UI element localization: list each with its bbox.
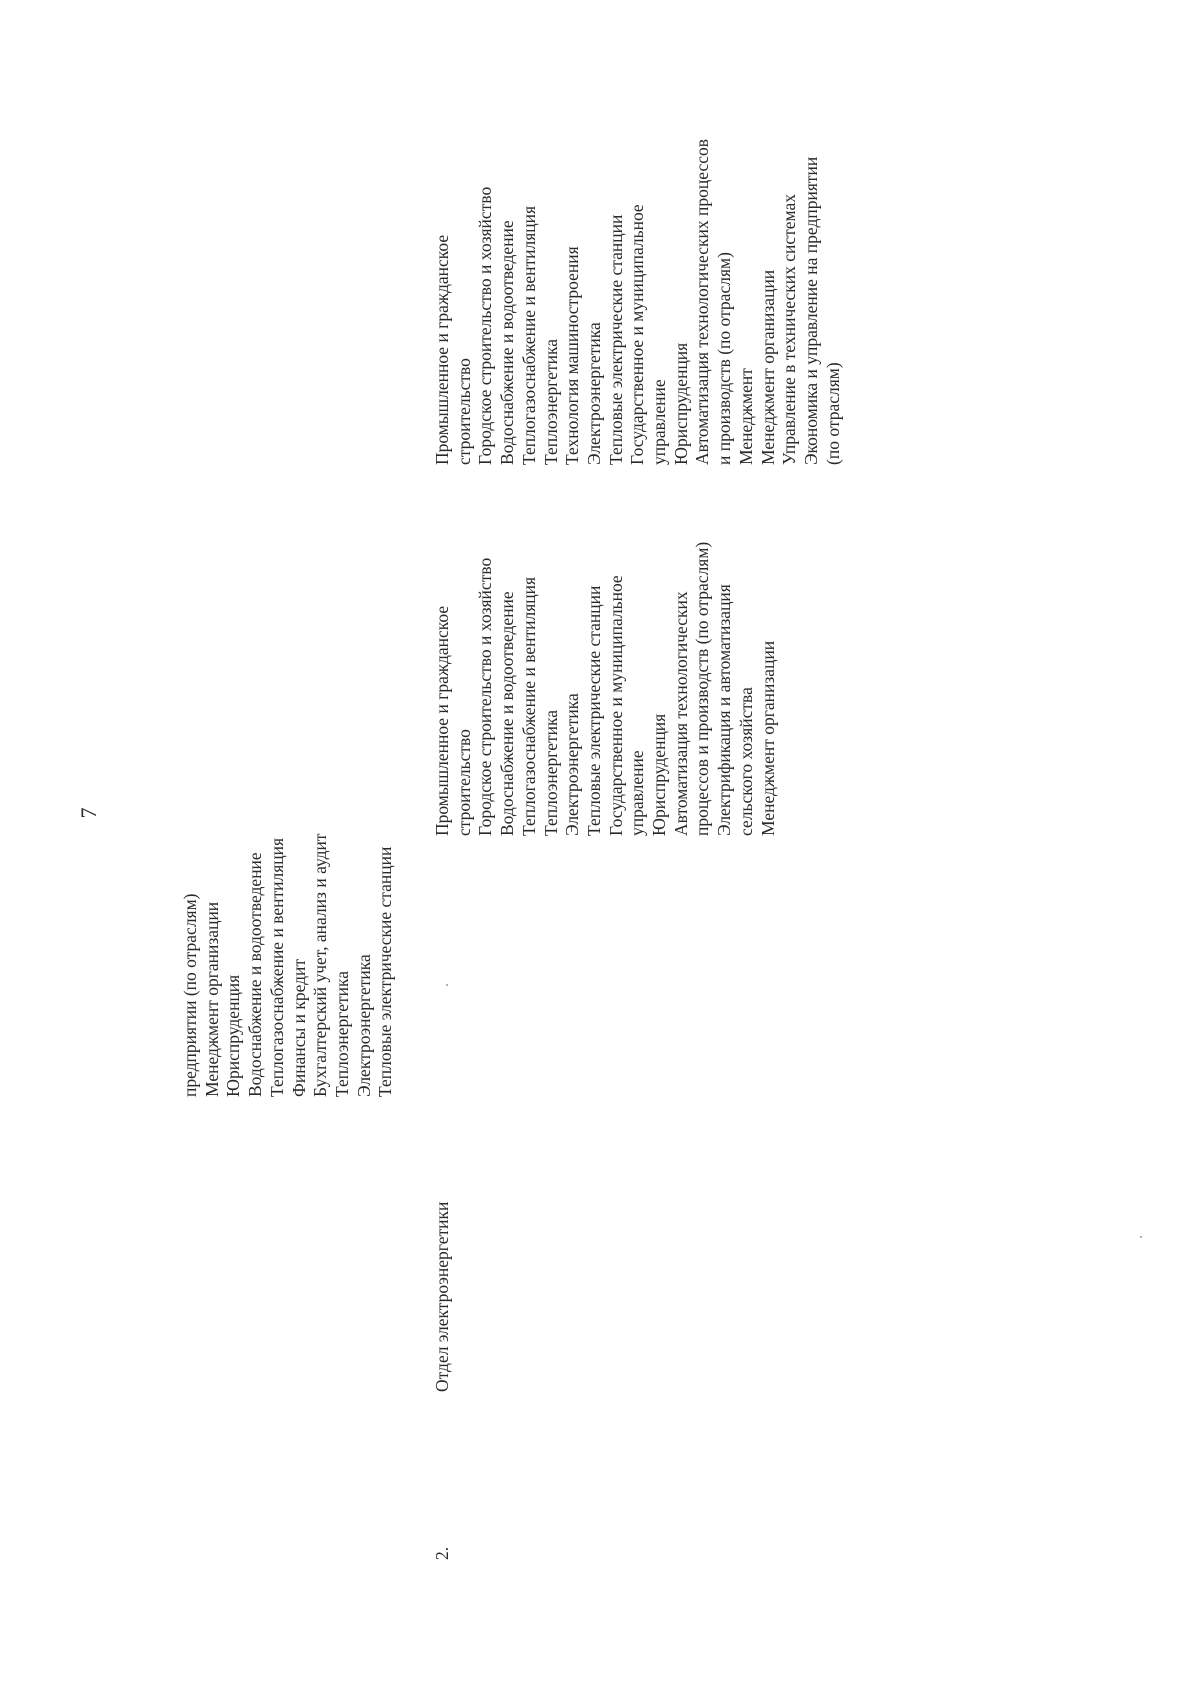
list-item: строительство bbox=[453, 729, 474, 836]
row-number: 2. bbox=[432, 1546, 452, 1560]
list-item: Тепловые электрические станции bbox=[583, 585, 604, 836]
specialties-column-1 bbox=[432, 542, 779, 836]
specialties-column-2 bbox=[432, 139, 844, 465]
list-item: управление bbox=[627, 750, 648, 836]
list-item: строительство bbox=[453, 358, 474, 465]
list-item: Автоматизация технологических bbox=[670, 591, 691, 836]
list-item: Теплоэнергетика bbox=[540, 339, 561, 465]
list-item: и производств (по отраслям) bbox=[714, 252, 735, 465]
list-item: Промышленное и гражданское bbox=[432, 234, 452, 465]
list-item: Теплогазоснабжение и вентиляция bbox=[266, 837, 287, 1097]
list-item: Теплогазоснабжение и вентиляция bbox=[518, 205, 539, 465]
list-item: Городское строительство и хозяйство bbox=[475, 557, 496, 836]
list-item: Юриспруденция bbox=[670, 342, 691, 465]
list-item: Электроэнергетика bbox=[562, 693, 583, 836]
list-item: предприятии (по отраслям) bbox=[180, 893, 200, 1097]
previous-row-specialties bbox=[180, 833, 397, 1097]
list-item: Водоснабжение и водоотведение bbox=[497, 220, 518, 465]
list-item: Городское строительство и хозяйство bbox=[475, 186, 496, 465]
department-name: Отдел электроэнергетики bbox=[432, 1201, 452, 1392]
list-item: Теплоэнергетика bbox=[331, 971, 352, 1097]
list-item: Теплогазоснабжение и вентиляция bbox=[518, 576, 539, 836]
list-item: Менеджмент организации bbox=[757, 269, 778, 465]
scan-speck bbox=[446, 984, 448, 986]
list-item: сельского хозяйства bbox=[735, 687, 756, 836]
list-item: Бухгалтерский учет, анализ и аудит bbox=[310, 833, 331, 1097]
list-item: Тепловые электрические станции bbox=[605, 214, 626, 465]
list-item: Менеджмент организации bbox=[757, 640, 778, 836]
page-number: 7 bbox=[76, 807, 101, 819]
list-item: Юриспруденция bbox=[649, 713, 670, 836]
scan-speck bbox=[1140, 1236, 1142, 1238]
list-item: Экономика и управление на предприятии bbox=[800, 156, 821, 465]
list-item: Водоснабжение и водоотведение bbox=[497, 591, 518, 836]
list-item: Менеджмент организации bbox=[201, 901, 222, 1097]
list-item: управление bbox=[649, 379, 670, 465]
list-item: Электроэнергетика bbox=[353, 954, 374, 1097]
list-item: Управление в технических системах bbox=[779, 194, 800, 465]
list-item: Промышленное и гражданское bbox=[432, 605, 452, 836]
list-item: Электрификация и автоматизация bbox=[714, 584, 735, 836]
list-item: Тепловые электрические станции bbox=[375, 846, 396, 1097]
list-item: Юриспруденция bbox=[223, 974, 244, 1097]
list-item: Финансы и кредит bbox=[288, 958, 309, 1097]
list-item: Автоматизация технологических процессов bbox=[692, 138, 713, 465]
list-item: Технология машиностроения bbox=[562, 246, 583, 465]
list-item: Водоснабжение и водоотведение bbox=[245, 852, 266, 1097]
list-item: процессов и производств (по отраслям) bbox=[692, 541, 713, 836]
list-item: Менеджмент bbox=[735, 368, 756, 465]
list-item: Государственное и муниципальное bbox=[605, 575, 626, 836]
list-item: Государственное и муниципальное bbox=[627, 204, 648, 465]
list-item: (по отраслям) bbox=[822, 362, 843, 465]
list-item: Теплоэнергетика bbox=[540, 710, 561, 836]
list-item: Электроэнергетика bbox=[583, 322, 604, 465]
